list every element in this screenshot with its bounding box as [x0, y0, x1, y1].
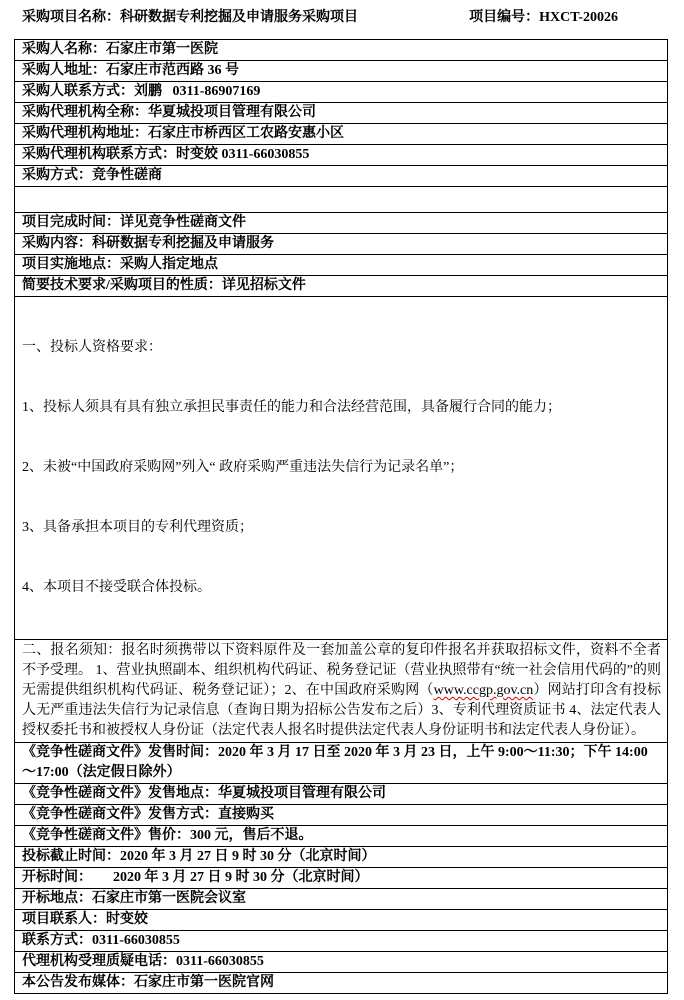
row-agency-address: 采购代理机构地址：石家庄市桥西区工农路安惠小区: [15, 123, 667, 144]
row-bid-opening-location: 开标地点：石家庄市第一医院会议室: [15, 888, 667, 909]
row-procurement-method: 采购方式：竞争性磋商: [15, 165, 667, 186]
ccgp-url-text: www.ccgp.gov.cn: [433, 683, 534, 698]
row-document-price: 《竞争性磋商文件》售价：300 元，售后不退。: [15, 825, 667, 846]
announcement-table: [14, 39, 668, 994]
project-name-title: 采购项目名称：科研数据专利挖掘及申请服务采购项目: [22, 10, 358, 25]
project-number: 项目编号：HXCT-20026: [469, 10, 618, 25]
row-purchaser-contact: 采购人联系方式：刘鹏 0311-86907169: [15, 81, 667, 102]
qualification-item-3: 3、具备承担本项目的专利代理资质；: [22, 520, 253, 535]
qualification-item-4: 4、本项目不接受联合体投标。: [22, 580, 211, 595]
row-bid-opening-time: 开标时间： 2020 年 3 月 27 日 9 时 30 分（北京时间）: [15, 867, 667, 888]
row-announcement-media: 本公告发布媒体：石家庄市第一医院官网: [15, 972, 667, 993]
registration-text-after: ）网站打印含有投标人无严重违法失信行为记录信息（查询日期为招标公告发布之后）3、专利代理资质证书 4、法定代表人授权委托书和被授权人身份证（法定代表人报名时提供法定代表人身份证明书和法定代表人身份证）。: [22, 683, 662, 738]
row-technical-requirements: 简要技术要求/采购项目的性质：详见招标文件: [15, 275, 667, 296]
row-agency-name: 采购代理机构全称：华夏城投项目管理有限公司: [15, 102, 667, 123]
row-registration-notes: [15, 639, 667, 742]
registration-text-before: 二、报名须知：报名时须携带以下资料原件及一套加盖公章的复印件报名并获取招标文件，资料不全者不予受理。 1、营业执照副本、组织机构代码证、税务登记证（营业执照带有“统一社会信用代码的”的则无需提供组织机构代码证、税务登记证）；2、在中国政府采购网（: [22, 643, 661, 698]
row-document-sale-location: 《竞争性磋商文件》发售地点：华夏城投项目管理有限公司: [15, 783, 667, 804]
row-procurement-content: 采购内容：科研数据专利挖掘及申请服务: [15, 233, 667, 254]
row-purchaser-name: 采购人名称：石家庄市第一医院: [22, 42, 218, 57]
row-document-sale-method: 《竞争性磋商文件》发售方式：直接购买: [15, 804, 667, 825]
row-completion-time: 项目完成时间：详见竞争性磋商文件: [15, 212, 667, 233]
qualification-item-1: 1、投标人须具有具有独立承担民事责任的能力和合法经营范围，具备履行合同的能力；: [22, 400, 561, 415]
row-bid-deadline: 投标截止时间：2020 年 3 月 27 日 9 时 30 分（北京时间）: [15, 846, 667, 867]
qualification-item-2: 2、未被“中国政府采购网”列入“ 政府采购严重违法失信行为记录名单”；: [22, 460, 464, 475]
qualification-heading: 一、投标人资格要求：: [22, 340, 162, 355]
row-agency-contact: 采购代理机构联系方式：时变姣 0311-66030855: [15, 144, 667, 165]
row-empty-spacer: [15, 186, 667, 212]
row-implementation-location: 项目实施地点：采购人指定地点: [15, 254, 667, 275]
row-agency-complaint-phone: 代理机构受理质疑电话：0311-66030855: [15, 951, 667, 972]
row-purchaser-address: 采购人地址：石家庄市范西路 36 号: [15, 60, 667, 81]
row-document-sale-time: 《竞争性磋商文件》发售时间：2020 年 3 月 17 日至 2020 年 3 月 23 日，上午 9:00～11:30；下午 14:00～17:00（法定假日除外）: [15, 742, 667, 783]
doc-header: [22, 8, 668, 28]
row-project-contact-person: 项目联系人：时变姣: [15, 909, 667, 930]
row-bidder-qualification-requirements: [15, 296, 667, 639]
row-contact-phone: 联系方式：0311-66030855: [15, 930, 667, 951]
